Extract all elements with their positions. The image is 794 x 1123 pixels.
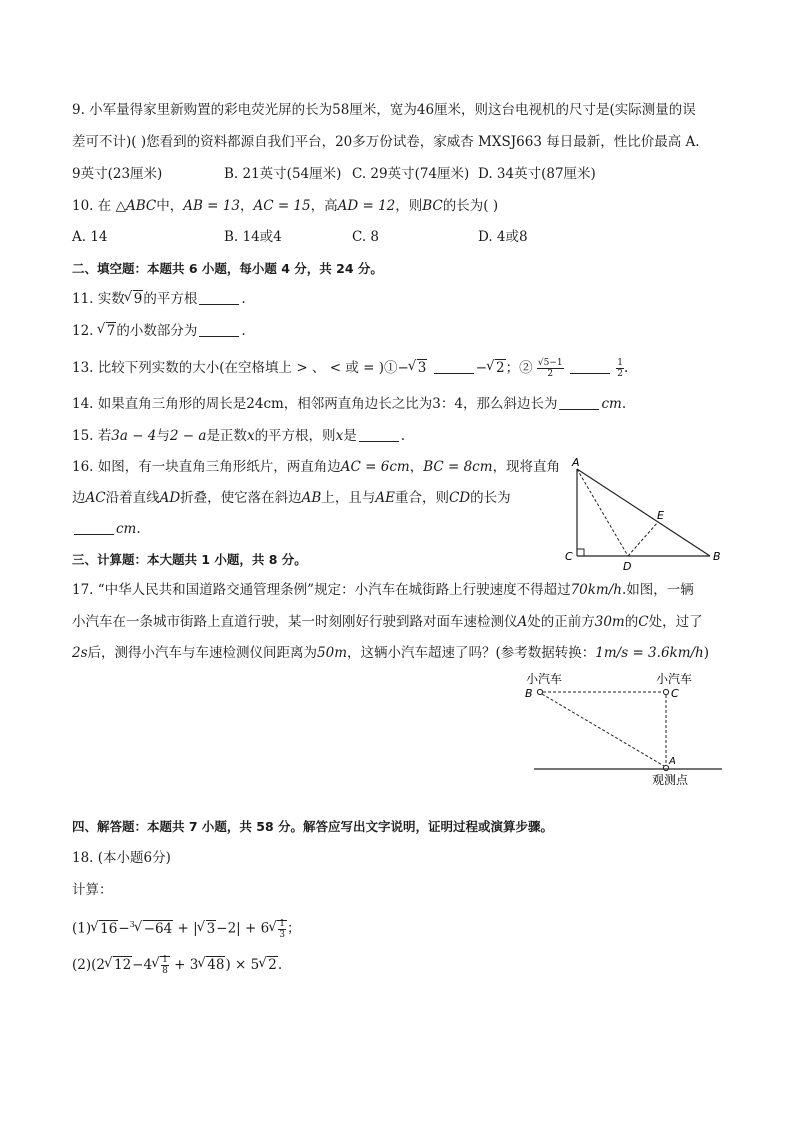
q9-option-c: C. 29英寸(74厘米) <box>352 166 470 182</box>
q15-end: . <box>400 428 405 444</box>
q16-unit: cm <box>116 521 137 537</box>
q18-p1-sqrt-3 <box>198 919 217 939</box>
q13 <box>72 358 628 379</box>
q18-p2-radicand-2: 48 <box>207 957 225 973</box>
q12-sqrt <box>98 321 117 341</box>
q18-p2-sqrt-12 <box>105 955 132 975</box>
fig17-label-b: B <box>525 687 533 700</box>
q18-part-1 <box>72 915 300 940</box>
q18-p1-cube-index: 3 <box>129 920 135 929</box>
q18-p1-text: + | <box>173 920 198 937</box>
q10-text: 的长为( ) <box>442 198 499 214</box>
q18-p2-radicand-3: 2 <box>268 957 277 973</box>
q9-option-a: 9英寸(23厘米) <box>72 166 163 182</box>
q18-p1-end: ； <box>286 920 301 937</box>
q16-end: . <box>136 521 141 537</box>
q17-text: ) <box>703 645 710 661</box>
fig16-label-a: A <box>572 456 580 469</box>
q17-time: 2s <box>72 645 88 661</box>
q10-text: 中， <box>156 198 184 214</box>
q17-text: 处，过了 <box>648 614 703 630</box>
q13-minus: − <box>397 360 409 376</box>
q18-p2-text: + 3 <box>169 957 199 973</box>
fig17-point-a <box>663 765 668 770</box>
q18-p2-radicand-1: 12 <box>113 957 132 973</box>
q18-p1-radicand-3: 3 <box>206 920 216 937</box>
q18-p2-end: . <box>277 957 283 973</box>
q16-line1 <box>72 457 560 477</box>
q13-frac2-den: 2 <box>617 369 623 379</box>
q18-p2-text: ) × 5 <box>225 957 260 973</box>
q15-expr-2: 2 − a <box>169 428 207 444</box>
fig17-car-b-label: 小汽车 <box>526 672 563 686</box>
fig17-point-b <box>537 689 542 694</box>
q18-p1-frac-den: 3 <box>279 929 285 940</box>
q18-p2-sqrt-frac <box>152 955 170 976</box>
section-2-header: 二、填空题：本题共 6 小题，每小题 4 分，共 24 分。 <box>72 261 383 276</box>
q9-line1: 9. 小军量得家里新购置的彩电荧光屏的长为58厘米，宽为46厘米，则这台电视机的尺寸是(实际测量的误 <box>72 102 696 118</box>
q18-p2-frac-den: 8 <box>162 966 168 976</box>
q10-text: ，高 <box>310 198 338 214</box>
fig16-label-d: D <box>623 560 632 573</box>
q16-ac: AC = 6cm <box>340 459 410 475</box>
q16-ae: AE <box>375 490 395 506</box>
q17-speed-limit: 70km/h <box>570 582 622 598</box>
q12-prefix: 12. <box>72 323 94 339</box>
q11-radicand: 9 <box>133 291 143 307</box>
fig17-observation-point-label: 观测点 <box>652 773 689 787</box>
q18-p1-sqrt-frac <box>269 919 287 940</box>
q17-conversion: 1m/s = 3.6km/h <box>595 645 704 661</box>
fig16-fold-ad <box>577 469 628 556</box>
q12-radicand: 7 <box>106 323 116 339</box>
fig17-point-c <box>663 689 668 694</box>
fig17-car-c-label: 小汽车 <box>656 672 693 686</box>
q17-text: 17. “中华人民共和国道路交通管理条例”规定：小汽车在城街路上行驶速度不得超过 <box>72 582 571 598</box>
q18-p1-radicand-1: 16 <box>100 920 118 937</box>
q12-end: . <box>241 323 246 339</box>
q16-text: 沿着直线 <box>105 490 160 506</box>
q16-text: 折叠，使它落在斜边 <box>180 490 302 506</box>
q18-p1-label: (1) <box>72 920 92 937</box>
q10-ac: AC = 15 <box>253 198 311 214</box>
q13-sqrt-2 <box>487 358 506 378</box>
q16-text: 重合，则 <box>394 490 449 506</box>
q16-line3 <box>72 519 141 539</box>
q10-option-a: A. 14 <box>72 229 108 245</box>
q14-end: . <box>621 396 627 412</box>
q18-p1-radicand-2: −64 <box>143 920 173 937</box>
q18-p2-sqrt-2 <box>259 955 278 975</box>
q11-answer-blank[interactable] <box>199 290 239 305</box>
q17-line2 <box>72 612 703 632</box>
q18-p1-sqrt-16 <box>91 919 118 939</box>
q15-prefix: 15. 若 <box>72 428 112 444</box>
q18-title: 18. (本小题6分) <box>72 850 171 866</box>
q18-p1-cbrt <box>135 919 174 939</box>
q15-x: x <box>335 428 344 444</box>
q10-bc: BC <box>422 198 443 214</box>
q9-option-b: B. 21英寸(54厘米) <box>224 166 342 182</box>
q18-p1-frac-num: √ 1 <box>279 918 285 929</box>
q17-text: 小汽车在一条城市街路上直道行驶，某一时刻刚好行驶到路对面车速检测仪 <box>72 614 518 630</box>
q12 <box>72 321 246 341</box>
q9-line2: 差可不计)( )您看到的资料都源自我们平台，20多万份试卷，家威杏 MXSJ663 每日最新，性比价最高 A. <box>72 134 700 150</box>
q9-option-d: D. 34英寸(87厘米) <box>478 166 596 182</box>
q13-fraction-2 <box>616 358 624 379</box>
q15-text: 是正数 <box>206 428 247 444</box>
q14-unit: cm <box>601 396 622 412</box>
q16-text: 边 <box>72 490 86 506</box>
fig16-label-c: C <box>565 550 573 563</box>
q17-line3 <box>72 643 709 663</box>
q16-text: ，现将直角 <box>492 459 561 475</box>
q10-triangle: △ABC <box>115 198 157 214</box>
q17-text: .如图，一辆 <box>621 582 694 598</box>
q18-part-2 <box>72 955 282 976</box>
q16-triangle-figure <box>555 452 735 574</box>
q16-text: ， <box>409 459 424 475</box>
q14-text: 14. 如果直角三角形的周长是24cm，相邻两直角边长之比为3：4，那么斜边长为 <box>72 396 558 412</box>
q12-answer-blank[interactable] <box>199 322 239 337</box>
q15-text: 与 <box>156 428 170 444</box>
q15-answer-blank[interactable] <box>359 427 399 442</box>
q13-frac1-den: 2 <box>547 369 554 379</box>
q16-answer-blank[interactable] <box>74 520 114 535</box>
q17-text: 后，测得小汽车与车速检测仪间距离为 <box>87 645 318 661</box>
q13-sqrt-3 <box>409 358 428 378</box>
q11-sqrt <box>125 289 144 309</box>
q13-blank-1[interactable] <box>434 359 474 374</box>
q18-p2-frac-num: √ 1 <box>162 955 168 965</box>
fig16-right-angle-mark <box>577 549 584 556</box>
section-3-header: 三、计算题：本大题共 1 小题，共 8 分。 <box>72 552 307 567</box>
q18-p1-fraction <box>278 919 286 940</box>
q13-blank-2[interactable] <box>570 359 610 374</box>
q18-p1-minus: − <box>118 920 130 937</box>
fig16-side-ab <box>577 469 710 556</box>
q18-p2-sqrt-48 <box>198 955 225 975</box>
q17-line1 <box>72 580 694 600</box>
q16-cd: CD <box>448 490 471 506</box>
q16-line2 <box>72 488 511 508</box>
q17-text: ，这辆小汽车超速了吗？(参考数据转换： <box>347 645 596 661</box>
q16-ad: AD <box>159 490 181 506</box>
fig16-segment-de <box>628 522 658 556</box>
q11-prefix: 11. 实数 <box>72 291 125 307</box>
fig17-label-a: A <box>669 756 676 767</box>
fig16-label-e: E <box>657 509 664 522</box>
q14-answer-blank[interactable] <box>559 395 599 410</box>
q13-semicolon: ； <box>505 360 520 376</box>
q17-text: 的 <box>624 614 639 630</box>
q16-ac2: AC <box>85 490 106 506</box>
q11-text: 的平方根 <box>143 291 198 307</box>
q13-circle-1: ① <box>383 360 398 376</box>
q10-option-c: C. 8 <box>352 229 380 245</box>
q17-text: 处的正前方 <box>527 614 595 630</box>
q13-frac2-num: 1 <box>617 358 623 368</box>
q10-option-b: B. 14或4 <box>224 229 282 245</box>
q16-text: 上，且与 <box>321 490 376 506</box>
q15-text: 的平方根，则 <box>254 428 336 444</box>
section-4-header: 四、解答题：本题共 7 小题，共 58 分。解答应写出文字说明，证明过程或演算步骤。 <box>72 819 554 834</box>
q10-prefix: 10. 在 <box>72 198 112 214</box>
q16-bc: BC = 8cm <box>423 459 493 475</box>
q13-end: . <box>623 360 629 376</box>
q18-p2-fraction <box>161 955 169 976</box>
q18-p1-text: −2| + 6 <box>216 920 270 937</box>
q15-expr-1: 3a − 4 <box>111 428 157 444</box>
q17-distance-30: 30m <box>594 614 625 630</box>
q15-text: 是 <box>343 428 357 444</box>
q15-x: x <box>246 428 255 444</box>
q17-distance-50: 50m <box>317 645 348 661</box>
fig17-label-c: C <box>671 687 679 700</box>
q13-circle-2: ② <box>519 360 533 376</box>
q15 <box>72 426 405 446</box>
q13-prefix: 13. 比较下列实数的大小(在空格填上 > 、 < 或 = ) <box>72 360 384 376</box>
fig17-segment-ba <box>542 694 664 766</box>
q13-minus: − <box>475 360 487 376</box>
q17-point-c: C <box>638 614 649 630</box>
q10-ab: AB = 13 <box>183 198 240 214</box>
q10-text: ， <box>239 198 254 214</box>
q13-frac1-num: √5−1 <box>537 358 563 368</box>
q17-point-a: A <box>517 614 528 630</box>
q18-p2-label: (2)(2 <box>72 957 105 973</box>
q13-radicand-2: 2 <box>496 360 505 376</box>
q18-calc-label: 计算： <box>72 882 113 898</box>
q13-fraction-1 <box>537 358 564 379</box>
q17-road-figure <box>520 666 735 790</box>
q11-end: . <box>241 291 246 307</box>
q11 <box>72 289 246 309</box>
q14 <box>72 394 626 414</box>
q10-stem <box>72 196 498 216</box>
q16-ab: AB <box>301 490 322 506</box>
q16-text: 的长为 <box>470 490 511 506</box>
fig16-label-b: B <box>713 550 721 563</box>
q10-text: ，则 <box>395 198 423 214</box>
q13-radicand-1: 3 <box>417 360 427 376</box>
q10-option-d: D. 4或8 <box>478 229 528 245</box>
q12-text: 的小数部分为 <box>116 323 198 339</box>
q18-p2-text: −4 <box>132 957 153 973</box>
q10-ad: AD = 12 <box>337 198 396 214</box>
q16-text: 16. 如图，有一块直角三角形纸片，两直角边 <box>72 459 341 475</box>
